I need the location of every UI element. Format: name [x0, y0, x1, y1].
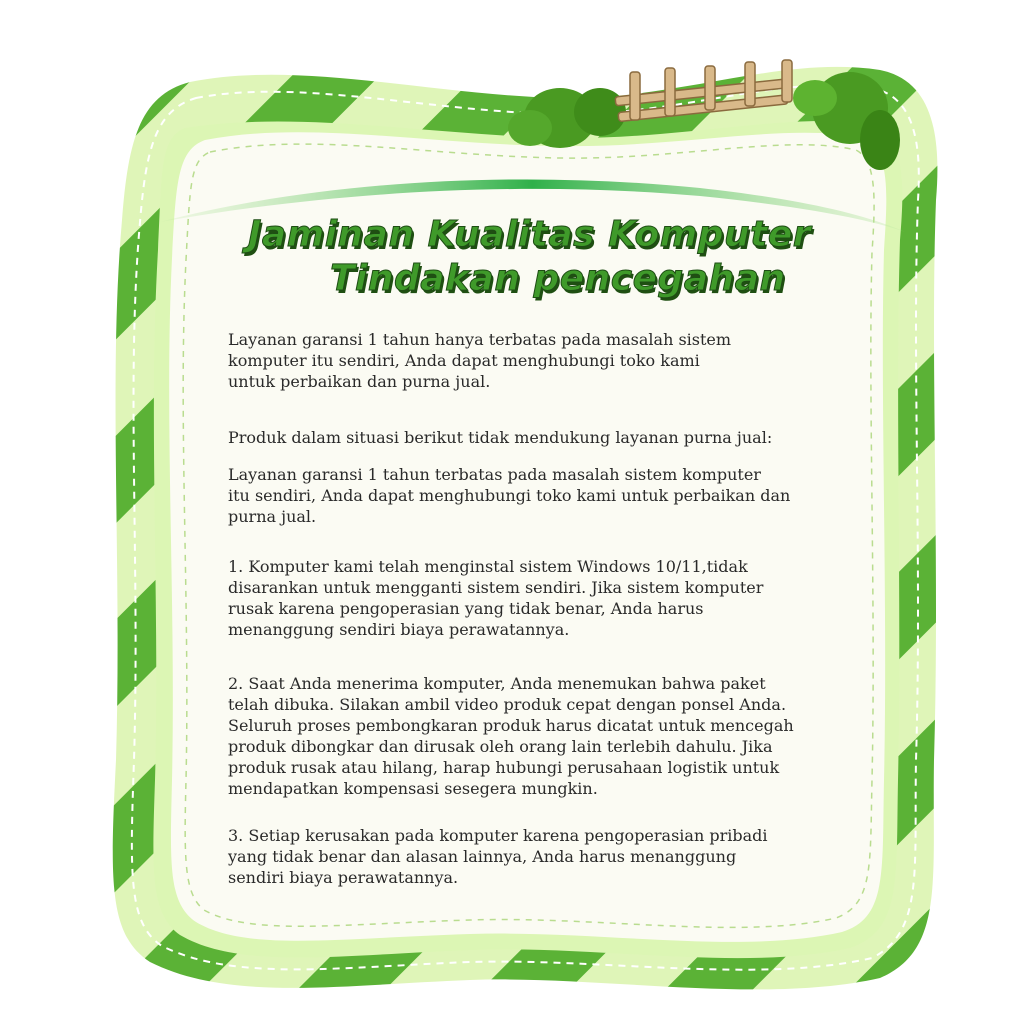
list-item-2: 2. Saat Anda menerima komputer, Anda menemukan bahwa paket telah dibuka. Silakan ambil video produk cepat dengan ponsel Anda. Seluruh proses pembongkaran produk harus dicatat untuk mencegah produk dibongkar dan dirusak oleh orang lain terlebih dahulu. Jika produk rusak atau hilang, harap hubungi perusahaan logistik untuk mendapatkan kompensasi sesegera mungkin. [228, 674, 794, 798]
list-item-3: 3. Setiap kerusakan pada komputer karena pengoperasian pribadi yang tidak benar dan alasan lainnya, Anda harus menanggung sendiri biaya perawatannya. [228, 826, 768, 887]
list-item-1: 1. Komputer kami telah menginstal sistem Windows 10/11,tidak disarankan untuk mengganti sistem sendiri. Jika sistem komputer rusak karena pengoperasian yang tidak benar, Anda harus menanggung sendiri biaya perawatannya. [228, 557, 764, 639]
page-subtitle: Tindakan pencegahan [330, 258, 786, 299]
warranty-paragraph: Layanan garansi 1 tahun terbatas pada masalah sistem komputer itu sendiri, Anda dapat menghubungi toko kami untuk perbaikan dan purna jual. [228, 465, 791, 526]
intro-paragraph: Layanan garansi 1 tahun hanya terbatas pada masalah sistem komputer itu sendiri, Anda dapat menghubungi toko kami untuk perbaikan dan purna jual. [228, 330, 732, 391]
not-supported-heading: Produk dalam situasi berikut tidak mendukung layanan purna jual: [228, 428, 773, 447]
page-title: Jaminan Kualitas Komputer [248, 214, 812, 255]
